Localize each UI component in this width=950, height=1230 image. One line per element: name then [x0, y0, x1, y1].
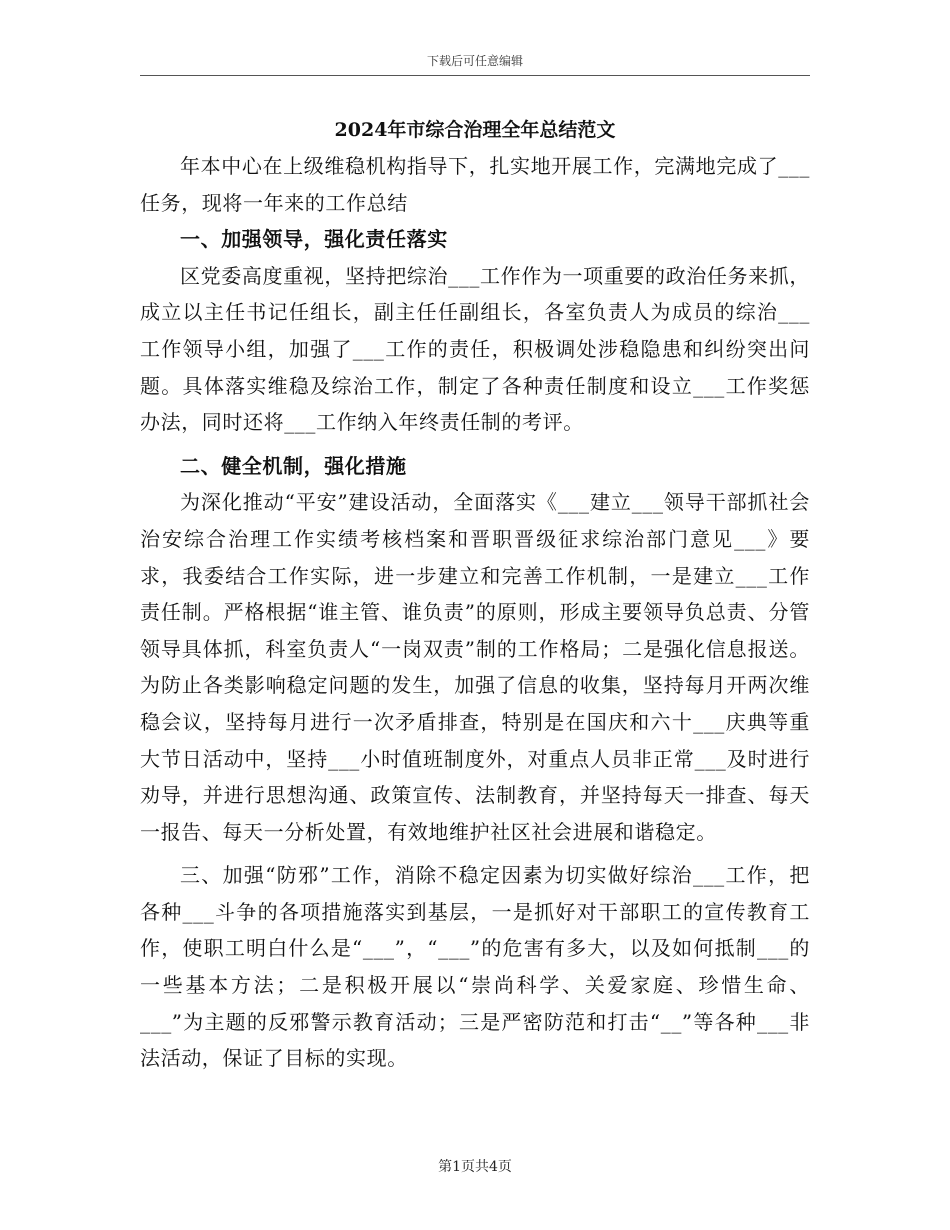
header-divider: [140, 75, 810, 76]
section-3-paragraph: 三、加强“防邪”工作，消除不稳定因素为切实做好综治___工作，把各种___斗争的各项措施落实到基层，一是抓好对干部职工的宣传教育工作，使职工明白什么是“___”，“___”的危害有多大，以及如何抵制___的一些基本方法；二是积极开展以“崇尚科学、关爱家庭、珍惜生命、___”为主题的反邪警示教育活动；三是严密防范和打击“__”等各种___非法活动，保证了目标的实现。: [140, 863, 810, 1071]
paragraph-spacer: [140, 850, 810, 857]
paragraph-spacer: [140, 441, 810, 448]
section-2-heading: 二、健全机制，强化措施: [180, 453, 407, 478]
section-2-paragraph: 为深化推动“平安”建设活动，全面落实《___建立___领导干部抓社会治安综合治理工作实绩考核档案和晋职晋级征求综治部门意见___》要求，我委结合工作实际，进一步建立和完善工作机制，一是建立___工作责任制。严格根据“谁主管、谁负责”的原则，形成主要领导负总责、分管领导具体抓，科室负责人“一岗双责”制的工作格局；二是强化信息报送。为防止各类影响稳定问题的发生，加强了信息的收集，坚持每月开两次维稳会议，坚持每月进行一次矛盾排查，特别是在国庆和六十___庆典等重大节日活动中，坚持___小时值班制度外，对重点人员非正常___及时进行劝导，并进行思想沟通、政策宣传、法制教育，并坚持每天一排查、每天一报告、每天一分析处置，有效地维护社区社会进展和谐稳定。: [140, 490, 810, 844]
intro-paragraph: 年本中心在上级维稳机构指导下，扎实地开展工作，完满地完成了___任务，现将一年来的工作总结: [140, 154, 810, 215]
document-title: 2024年市综合治理全年总结范文: [334, 119, 616, 141]
document-body: [140, 112, 810, 1077]
section-1-paragraph: 区党委高度重视，坚持把综治___工作作为一项重要的政治任务来抓，成立以主任书记任组长，副主任任副组长，各室负责人为成员的综治___工作领导小组，加强了___工作的责任，积极调处涉稳隐患和纠纷突出问题。具体落实维稳及综治工作，制定了各种责任制度和设立___工作奖惩办法，同时还将___工作纳入年终责任制的考评。: [140, 263, 810, 435]
page-number: 第1页共4页: [438, 1159, 512, 1175]
page-header-note: 下载后可任意编辑: [426, 54, 523, 68]
section-1-heading: 一、加强领导，强化责任落实: [180, 227, 448, 252]
